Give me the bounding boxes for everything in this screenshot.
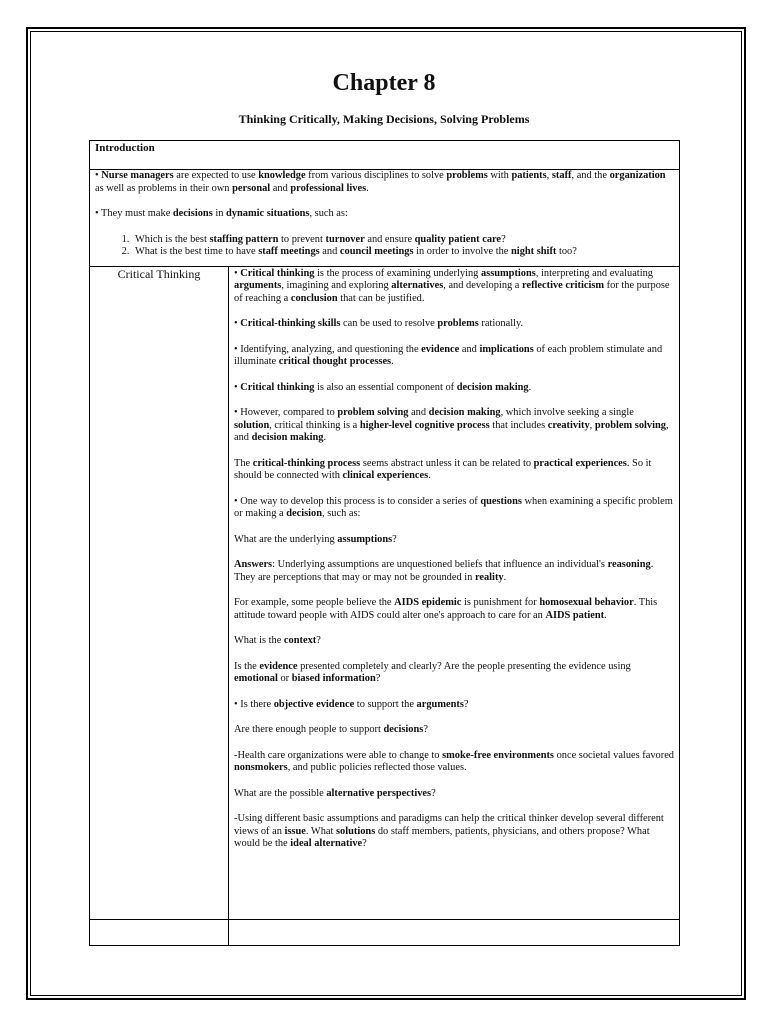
- intro-paragraph: • Nurse managers are expected to use knowledge from various disciplines to solve problems with patients, staff, and the organization as well as problems in their own personal and professional lives.: [95, 170, 666, 194]
- section-paragraph: The critical-thinking process seems abstract unless it can be related to practical experiences. So it should be connected with clinical experiences.: [234, 457, 652, 481]
- section-paragraph: What are the underlying assumptions?: [234, 533, 397, 545]
- section-paragraph: • Critical thinking is also an essential component of decision making.: [234, 381, 532, 393]
- section-paragraph: • However, compared to problem solving and decision making, which involve seeking a single solution, critical thinking is a higher-level cognitive process that includes creativity, problem solving, and decision making.: [234, 407, 669, 443]
- critical-thinking-row: [90, 266, 680, 919]
- chapter-subtitle: Thinking Critically, Making Decisions, Solving Problems: [238, 112, 530, 126]
- section-label: Critical Thinking: [90, 266, 229, 919]
- intro-heading: Introduction: [90, 141, 680, 170]
- intro-paragraph: • They must make decisions in dynamic situations, such as:: [95, 208, 348, 219]
- section-paragraph: • Is there objective evidence to support the arguments?: [234, 698, 469, 710]
- chapter-title: Chapter 8: [332, 70, 436, 96]
- section-paragraph: Answers: Underlying assumptions are unquestioned beliefs that influence an individual's reasoning. They are perceptions that may or may not be grounded in reality.: [234, 559, 654, 583]
- section-paragraph: What is the context?: [234, 635, 321, 646]
- intro-body: [90, 170, 680, 267]
- section-paragraph: -Using different basic assumptions and paradigms can help the critical thinker develop several different views of an issue. What solutions do staff members, patients, physicians, and others propose? What would be the ideal alternative?: [234, 813, 664, 849]
- section-paragraph: -Health care organizations were able to change to smoke-free environments once societal values favored nonsmokers, and public policies reflected those values.: [234, 749, 674, 773]
- section-paragraph: • Critical thinking is the process of examining underlying assumptions, interpreting and evaluating arguments, imagining and exploring alternatives, and developing a reflective criticism for the purpose of reaching a conclusion that can be justified.: [234, 267, 670, 304]
- empty-cell-left: [90, 919, 229, 945]
- intro-body-row: [90, 170, 680, 267]
- section-paragraph: • Critical-thinking skills can be used to resolve problems rationally.: [234, 318, 524, 329]
- intro-question: 1. Which is the best staffing pattern to prevent turnover and ensure quality patient care?: [132, 234, 674, 247]
- section-paragraph: Are there enough people to support decisions?: [234, 724, 428, 735]
- empty-row: [90, 919, 680, 945]
- section-paragraph: For example, some people believe the AIDS epidemic is punishment for homosexual behavior. This attitude toward people with AIDS could alter one's approach to care for an AIDS patient.: [234, 597, 658, 621]
- section-paragraph: • One way to develop this process is to consider a series of questions when examining a specific problem or making a decision, such as:: [234, 495, 673, 519]
- section-paragraph: Is the evidence presented completely and clearly? Are the people presenting the evidence using emotional or biased information?: [234, 660, 631, 684]
- intro-question-list: [95, 234, 674, 259]
- empty-cell-right: [229, 919, 680, 945]
- section-paragraph: What are the possible alternative perspectives?: [234, 787, 436, 799]
- intro-paragraphs: [95, 170, 674, 221]
- section-paragraph: • Identifying, analyzing, and questioning the evidence and implications of each problem stimulate and illuminate critical thought processes.: [234, 343, 663, 367]
- intro-question: 2. What is the best time to have staff meetings and council meetings in order to involve the night shift too?: [132, 246, 674, 259]
- section-content: [229, 266, 680, 919]
- content-table: [89, 140, 680, 946]
- intro-heading-row: [90, 141, 680, 170]
